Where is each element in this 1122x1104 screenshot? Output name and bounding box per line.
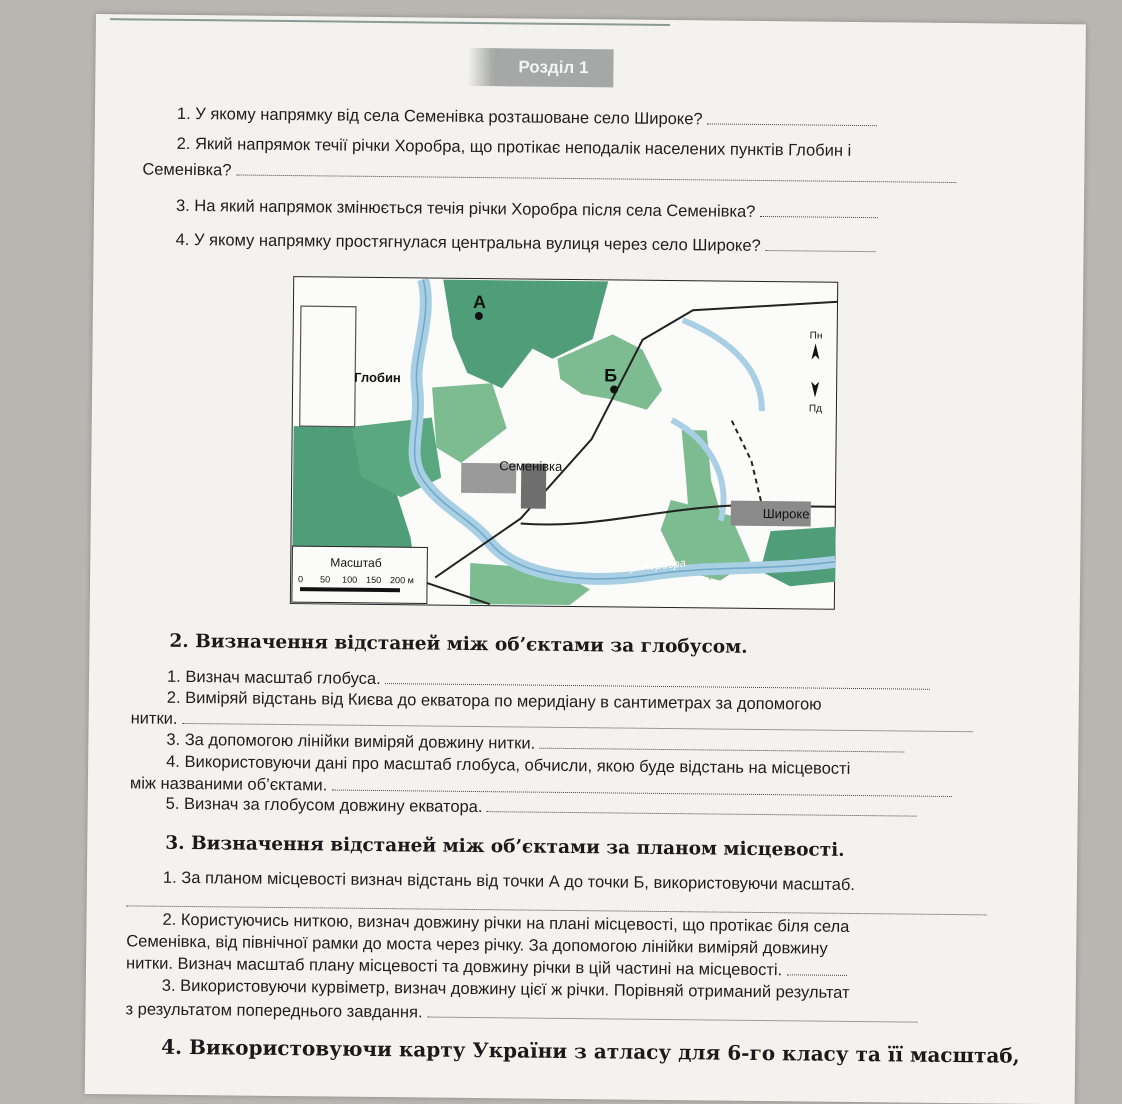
river-label: р. Хоробра (629, 557, 687, 575)
question-1-num: 1. (176, 104, 191, 123)
s3-item-3-cont (125, 1000, 917, 1027)
question-4-text: У якому напрямку простягнулася центральна вулиця через село Широке? (193, 231, 761, 255)
scale-tick: 0 (298, 574, 304, 585)
s2-item-1-num: 1. (166, 667, 181, 686)
s3-item-1 (163, 869, 855, 895)
question-1-text: У якому напрямку від села Семенівка розташоване село Широке? (195, 105, 703, 129)
s3-item-2-text3: нитки. Визнач масштаб плану місцевості та довжину річки в цій частині на місцевості. (125, 954, 783, 980)
answer-line[interactable] (427, 1016, 917, 1023)
s2-item-5-text: Визнач за глобусом довжину екватора. (183, 794, 483, 817)
terrain-plan-map (290, 276, 838, 610)
s2-item-2-text: Виміряй відстань від Києва до екватора по меридіану в сантиметрах за допомогою (185, 688, 822, 714)
point-b-label: Б (604, 365, 618, 386)
scale-tick: 100 (342, 574, 358, 585)
s3-item-3-text: Використовуючи курвіметр, визнач довжину цієї ж річки. Порівняй отриманий результат (180, 976, 850, 1002)
s3-item-3-num: 3. (161, 976, 176, 995)
question-2 (177, 135, 852, 161)
globyn-label: Глобин (354, 369, 401, 386)
worksheet-page (85, 14, 1086, 1104)
question-2-text2: Семенівка? (142, 160, 232, 180)
s2-item-4-text: Використовуючи дані про масштаб глобуса, обчисли, якою буде відстань на місцевості (184, 752, 851, 778)
answer-line[interactable] (787, 973, 847, 976)
s3-item-3 (162, 977, 850, 1003)
scale-tick: 50 (320, 574, 331, 585)
s2-item-2-text2: нитки. (130, 709, 178, 728)
s3-item-2-text: Користуючись ниткою, визнач довжину річки на плані місцевості, що протікає біля села (180, 910, 850, 936)
question-3 (176, 197, 878, 223)
section-2-title: 2. Визначення відстаней між об’єктами за глобусом. (169, 630, 748, 658)
answer-line[interactable] (182, 722, 972, 732)
s3-item-3-text2: з результатом попереднього завдання. (125, 1000, 423, 1022)
compass-south-label: Пд (808, 403, 822, 415)
answer-line[interactable] (385, 682, 930, 690)
s2-item-3-num: 3. (166, 730, 181, 749)
answer-line[interactable] (487, 810, 917, 817)
question-4-num: 4. (175, 230, 190, 249)
answer-line[interactable] (540, 747, 905, 753)
top-rule (110, 18, 670, 26)
s2-item-4-num: 4. (166, 752, 181, 771)
s2-item-1-text: Визнач масштаб глобуса. (185, 667, 381, 689)
answer-line[interactable] (332, 789, 952, 797)
question-1 (177, 105, 877, 131)
question-3-text: На який напрямок змінюється течія річки Хоробра після села Семенівка? (194, 197, 756, 221)
scale-tick: 150 (366, 574, 382, 586)
s2-item-5-num: 5. (165, 794, 180, 813)
compass-north-label: Пн (809, 330, 823, 342)
s2-item-3-text: За допомогою лінійки виміряй довжину нитки. (184, 730, 536, 753)
section-label: Розділ 1 (493, 48, 613, 87)
s3-item-2-num: 2. (162, 910, 177, 929)
s2-item-4-text2: між названими об’єктами. (129, 774, 328, 795)
semenivka-label: Семенівка (499, 458, 563, 474)
point-a-label: А (472, 291, 487, 313)
shyroke-label: Широке (762, 506, 810, 522)
scale-tick: 200 м (390, 575, 414, 586)
s3-item-1-num: 1. (162, 868, 177, 887)
answer-line[interactable] (765, 249, 875, 252)
s3-item-1-text: За планом місцевості визнач відстань від точки А до точки Б, використовуючи масштаб. (181, 868, 856, 894)
answer-line[interactable] (760, 215, 878, 218)
answer-line[interactable] (236, 173, 956, 183)
s2-item-2-num: 2. (166, 688, 181, 707)
question-4 (176, 231, 876, 257)
answer-line[interactable] (707, 122, 877, 126)
question-2-num: 2. (176, 134, 191, 153)
section-3-title: 3. Визначення відстаней між об’єктами за планом місцевості. (165, 832, 845, 861)
question-2-cont (142, 160, 956, 188)
scale-title: Масштаб (330, 555, 382, 571)
s3-item-2-text2: Семенівка, від північної рамки до моста через річку. За допомогою лінійки виміряй довжину (126, 932, 828, 958)
question-3-num: 3. (175, 196, 190, 215)
question-2-text: Який напрямок течії річки Хоробра, що протікає неподалік населених пунктів Глобин і (194, 135, 852, 160)
section-4-title: 4. Використовуючи карту України з атласу для 6-го класу та її масштаб, (161, 1034, 1020, 1068)
